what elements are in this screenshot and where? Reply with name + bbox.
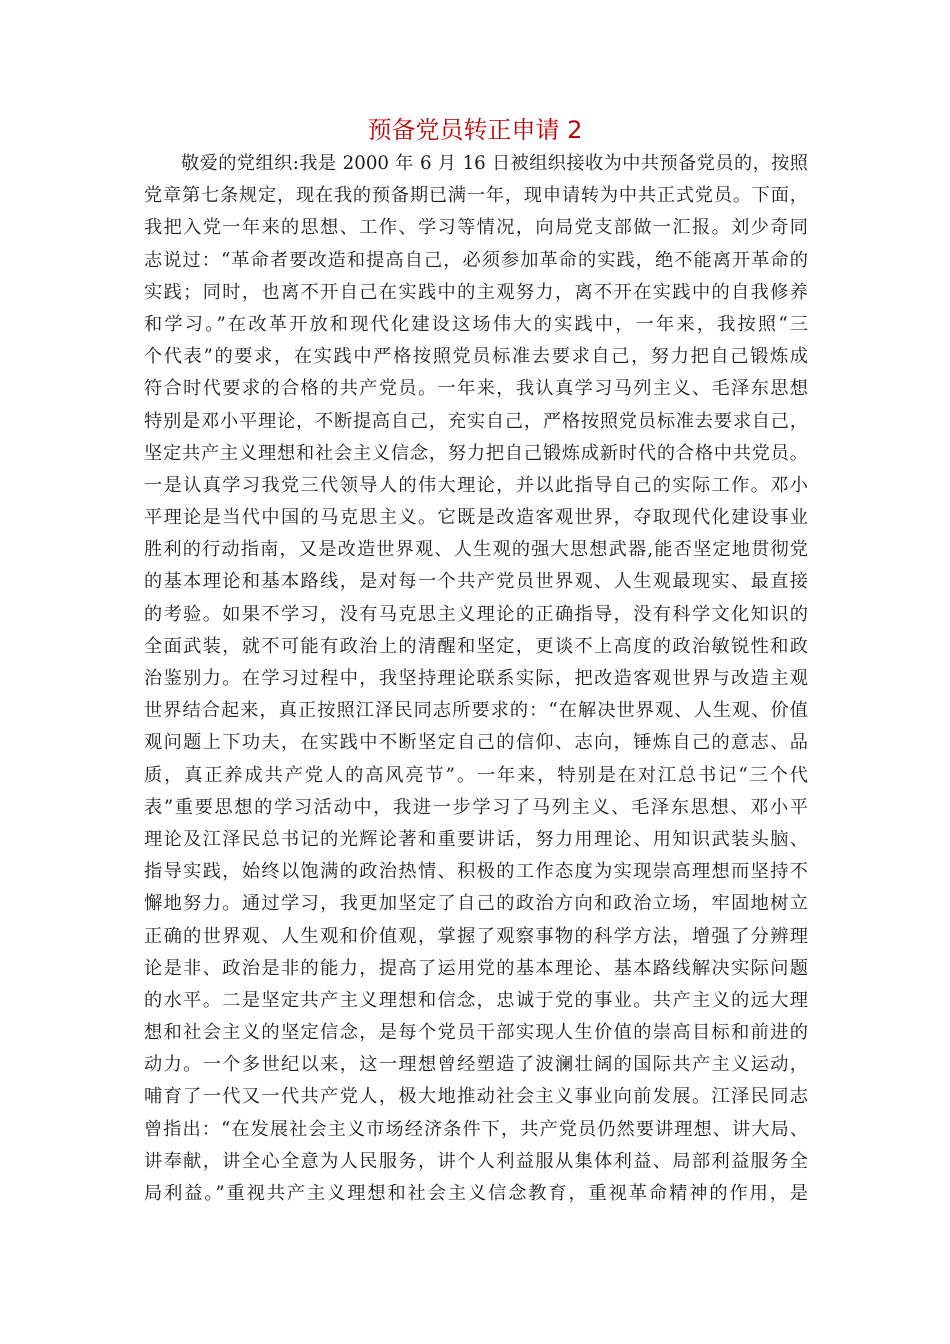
paragraph-line: 的水平。二是坚定共产主义理想和信念，忠诚于党的事业。共产主义的远大理 [144, 989, 808, 1011]
paragraph-line: 胜利的行动指南，又是改造世界观、人生观的强大思想武器,能否坚定地贯彻党 [144, 539, 808, 561]
paragraph-line: 全面武装，就不可能有政治上的清醒和坚定，更谈不上高度的政治敏锐性和政 [144, 635, 808, 657]
paragraph-line: 坚定共产主义理想和社会主义信念，努力把自己锻炼成新时代的合格中共党员。 [144, 442, 808, 464]
paragraph-line: 曾指出：“在发展社会主义市场经济条件下，共产党员仍然要讲理想、讲大局、 [144, 1118, 808, 1140]
paragraph-line: 哺育了一代又一代共产党人，极大地推动社会主义事业向前发展。江泽民同志 [144, 1086, 808, 1108]
paragraph-line: 的基本理论和基本路线，是对每一个共产党员世界观、人生观最现实、最直接 [144, 571, 808, 593]
paragraph-line: 想和社会主义的坚定信念，是每个党员干部实现人生价值的崇高目标和前进的 [144, 1022, 808, 1044]
paragraph-line: 理论及江泽民总书记的光辉论著和重要讲话，努力用理论、用知识武装头脑、 [144, 828, 808, 850]
paragraph-line: 我把入党一年来的思想、工作、学习等情况，向局党支部做一汇报。刘少奇同 [144, 217, 808, 239]
paragraph-line: 符合时代要求的合格的共产党员。一年来，我认真学习马列主义、毛泽东思想 [144, 378, 808, 400]
document-body [144, 148, 808, 1210]
paragraph-line: 敬爱的党组织:我是 2000 年 6 月 16 日被组织接收为中共预备党员的，按照 [181, 153, 808, 174]
paragraph-line: 的考验。如果不学习，没有马克思主义理论的正确指导，没有科学文化知识的 [144, 603, 808, 625]
paragraph-line: 和学习。”在改革开放和现代化建设这场伟大的实践中，一年来，我按照“三 [144, 313, 808, 335]
paragraph-line: 局利益。”重视共产主义理想和社会主义信念教育，重视革命精神的作用，是 [144, 1183, 808, 1204]
paragraph-line: 实践；同时，也离不开自己在实践中的主观努力，离不开在实践中的自我修养 [144, 281, 808, 303]
document-title: 预备党员转正申请 2 [367, 116, 583, 144]
paragraph-line: 个代表”的要求，在实践中严格按照党员标准去要求自己，努力把自己锻炼成 [144, 346, 808, 368]
paragraph-line: 动力。一个多世纪以来，这一理想曾经塑造了波澜壮阔的国际共产主义运动， [144, 1054, 808, 1076]
paragraph-line: 党章第七条规定，现在我的预备期已满一年，现申请转为中共正式党员。下面， [144, 185, 808, 207]
paragraph-line: 志说过：“革命者要改造和提高自己，必须参加革命的实践，绝不能离开革命的 [144, 249, 808, 271]
paragraph-line: 表”重要思想的学习活动中，我进一步学习了马列主义、毛泽东思想、邓小平 [144, 796, 808, 818]
paragraph-line: 观问题上下功夫，在实践中不断坚定自己的信仰、志向，锤炼自己的意志、品 [144, 732, 808, 754]
paragraph-line: 质，真正养成共产党人的高风亮节”。一年来，特别是在对江总书记“三个代 [144, 764, 808, 786]
paragraph-line: 正确的世界观、人生观和价值观，掌握了观察事物的科学方法，增强了分辨理 [144, 925, 808, 947]
paragraph-line: 治鉴别力。在学习过程中，我坚持理论联系实际，把改造客观世界与改造主观 [144, 668, 808, 689]
paragraph-line: 论是非、政治是非的能力，提高了运用党的基本理论、基本路线解决实际问题 [144, 957, 808, 979]
paragraph-line: 特别是邓小平理论，不断提高自己，充实自己，严格按照党员标准去要求自己， [144, 410, 808, 432]
paragraph-line: 讲奉献，讲全心全意为人民服务，讲个人利益服从集体利益、局部利益服务全 [144, 1150, 808, 1172]
paragraph-line: 懈地努力。通过学习，我更加坚定了自己的政治方向和政治立场，牢固地树立 [144, 893, 808, 915]
paragraph-line: 指导实践，始终以饱满的政治热情、积极的工作态度为实现崇高理想而坚持不 [144, 861, 808, 883]
paragraph-line: 一是认真学习我党三代领导人的伟大理论，并以此指导自己的实际工作。邓小 [144, 474, 808, 496]
paragraph-line: 世界结合起来，真正按照江泽民同志所要求的：“在解决世界观、人生观、价值 [144, 700, 808, 722]
paragraph-line: 平理论是当代中国的马克思主义。它既是改造客观世界，夺取现代化建设事业 [144, 507, 808, 529]
